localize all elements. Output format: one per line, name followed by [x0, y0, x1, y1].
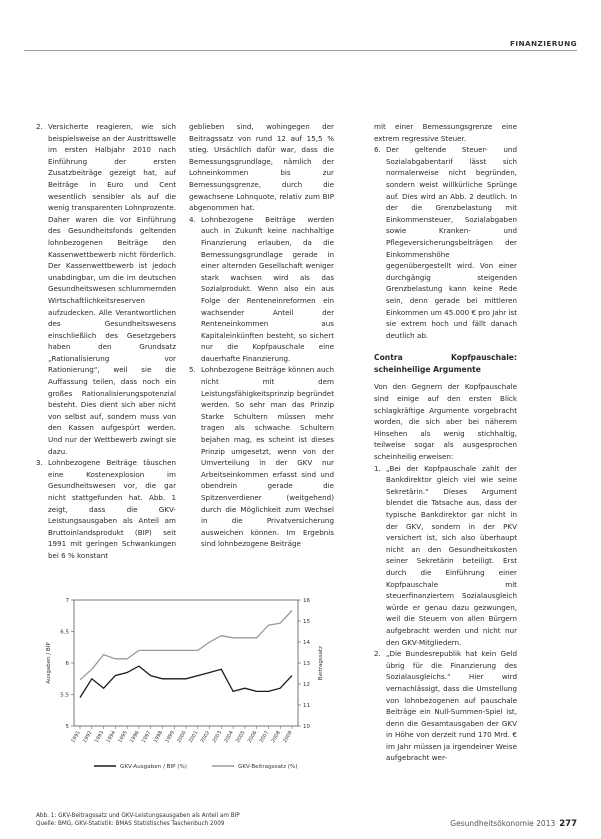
- y-left-tick-label: 7: [65, 598, 69, 604]
- list-item: 6. Der geltende Steuer- und Sozialabgabentarif lässt sich normalerweise nicht begründen, sondern weist willkürliche Sprünge auf. Dies wird an Abb. 2 deutlich. In der die Grenzbelastung mit Einkommensteuer, Sozialabgaben sowie Kranken- und Pflegeversicherungsbeiträgen der Einkommenshöhe gegenübergestellt wird. Von einer durchgängig steigenden Grenzbelastung kann keine Rede sein, denn gerade bei mittleren Einkommen um 45.000 € pro Jahr ist sie extrem hoch und fällt danach deutlich ab.: [374, 145, 517, 340]
- column-1: [36, 121, 176, 562]
- x-tick-label: 2000: [176, 730, 188, 745]
- x-tick-label: 2006: [246, 730, 259, 745]
- y-left-tick-label: 6: [65, 661, 69, 667]
- x-tick-label: 2005: [235, 730, 247, 745]
- y-right-axis-label: Beitragssatz: [318, 645, 324, 681]
- x-tick-label: 1993: [93, 730, 106, 745]
- list-item: 5. Lohnbezogene Beiträge können auch nicht mit dem Leistungsfähigkeitsprinzip begründet werden. So sehr man das Prinzip Starke Schultern müssen mehr tragen als schwache Schultern bejahen mag, es scheint ist dieses Prinzip umgesetzt, wenn von der Umverteilung in der GKV nur Arbeitseinkommen erfasst sind und obendrein gerade die Spitzenverdiener (weitgehend) durch die Möglichkeit zum Wechsel in die Privatversicherung ausweichen können. Im Ergebnis sind lohnbezogene Beiträge: [189, 365, 334, 549]
- journal-name: Gesundheitsökonomie 2013: [450, 819, 556, 828]
- series-line-2: [80, 611, 292, 680]
- legend-label: GKV-Ausgaben / BIP (%): [120, 764, 187, 770]
- x-tick-label: 2001: [187, 730, 200, 745]
- y-right-tick-label: 13: [303, 661, 310, 667]
- list-item: 2. Versicherte reagieren, wie sich beispielsweise an der Austrittswelle im ersten Halbjahr 2010 nach Einführung der ersten Zusatzbeiträge gezeigt hat, auf Beiträge in Euro und Cent wesentlich sensibler als auf die wenig transparenten Lohnprozente. Daher waren die vor Einführung des Gesundheitsfonds geltenden lohnbezogenen Beiträge den Kassenwettbewerb nicht förderlich. Der Kassenwettbewerb ist jedoch unabdingbar, um die im deutschen Gesundheitswesen schlummernden Wirtschaftlichkeitsreserven aufzudecken. Alle Verantwortlichen des Gesundheitswesens einschließlich des Gesetzgebers haben den Grundsatz „Rationalisierung vor Rationierung“, weil sie die Auffassung teilen, dass noch ein großes Rationalisierungspotenzial besteht. Dies dient sich aber nicht von selbst auf, sondern muss von den Kassen aufgespürt werden. Und nur der Wettbewerb zwingt sie dazu.: [36, 122, 176, 456]
- x-tick-label: 1994: [105, 730, 118, 745]
- y-left-tick-label: 5: [65, 724, 69, 730]
- y-right-tick-label: 11: [303, 703, 310, 709]
- column-2: [189, 121, 334, 550]
- column-3: [374, 121, 517, 764]
- x-tick-label: 2008: [270, 730, 282, 745]
- list-item: 1. „Bei der Kopfpauschale zahlt der Bankdirektor gleich viel wie seine Sekretärin.“ Dieses Argument blendet die Tatsache aus, dass der typische Bankdirektor gar nicht in der GKV, sondern in der PKV versichert ist, sich also überhaupt nicht an den Gesundheitskosten seiner Sekretärin beteiligt. Erst durch die Einführung einer Kopfpauschale mit steuerfinanziertem Sozialausgleich würde er genau dazu gezwungen, weil die Steuern von allen Bürgern aufgebracht werden und nicht nur den GKV-Mitgliedern.: [374, 463, 517, 647]
- paragraph: geblieben sind, wohingegen der Beitragssatz von rund 12 auf 15,5 % stieg. Ursächlich dafür war, dass die Bemessungsgrundlage, nämlich der Lohneinkommen bis zur Bemessungsgrenze, durch die gewachsene Lohnquote, relativ zum BIP abgenommen hat.: [189, 122, 334, 213]
- list-item: 2. „Die Bundesrepublik hat kein Geld übrig für die Finanzierung des Sozialausgleichs.“ Hier wird vernachlässigt, dass die Umstellung von lohnbezogenen auf pauschale Beiträge ein Null-Summen-Spiel ist, denn die Gesamtausgaben der GKV in Höhe von derzeit rund 170 Mrd. € im Jahr müssen ja irgendeiner Weise aufgebracht wer-: [374, 649, 517, 763]
- y-left-axis-label: Ausgaben / BIP: [46, 642, 52, 684]
- series-line-1: [80, 666, 292, 698]
- x-tick-label: 1998: [152, 730, 165, 745]
- page-footer: [450, 819, 577, 829]
- figure-caption: Abb. 1: GKV-Beitragssatz und GKV-Leistungsausgaben als Anteil am BIP Quelle: BMG, GKV-Statistik: BMAS Statistisches Taschenbuch 2009: [36, 813, 240, 827]
- legend-label: GKV-Beitragssatz (%): [238, 764, 298, 770]
- subheading: Contra Kopfpauschale: scheinheilige Argumente: [374, 353, 517, 374]
- y-right-tick-label: 10: [303, 724, 310, 730]
- list-item: 4. Lohnbezogene Beiträge werden auch in Zukunft keine nachhaltige Finanzierung erlauben, da die Bemessungsgrundlage gerade in einer alternden Gesellschaft weniger stark wachsen wird als das Sozialprodukt. Wenn also ein aus Folge der Renteneinreformen ein wachsender Anteil der Renteneinkommen aus Kapitaleinkünften besteht, so sichert nur die Kopfpauschale eine dauerhafte Finanzierung.: [189, 214, 334, 363]
- page-number: 277: [559, 819, 577, 829]
- x-tick-label: 1992: [81, 730, 94, 745]
- x-tick-label: 1995: [117, 730, 129, 745]
- header-rule: [24, 50, 577, 51]
- x-tick-label: 2009: [282, 730, 294, 745]
- plot-frame: [74, 600, 298, 726]
- gkv-line-chart: [36, 578, 336, 808]
- y-right-tick-label: 16: [303, 598, 310, 604]
- x-tick-label: 2003: [211, 730, 224, 745]
- y-right-tick-label: 12: [303, 682, 310, 688]
- y-left-tick-label: 6.5: [60, 629, 69, 636]
- paragraph: Von den Gegnern der Kopfpauschale sind einige auf den ersten Blick schlagkräftige Argumente vorgebracht worden, die sich aber bei näherem Hinsehen als wenig stichhaltig, teilweise sogar als ausgesprochen scheinheilig erweisen:: [374, 382, 517, 462]
- list-item: 3. Lohnbezogene Beiträge täuschen eine Kostenexplosion im Gesundheitswesen vor, die gar nicht stattgefunden hat. Abb. 1 zeigt, dass die GKV-Leistungsausgaben als Anteil am Bruttoinlandsprodukt (BIP) seit 1991 mit geringen Schwankungen bei 6 % konstant: [36, 458, 176, 560]
- x-tick-label: 2007: [258, 730, 271, 745]
- x-tick-label: 2004: [223, 730, 235, 745]
- y-right-tick-label: 14: [303, 640, 310, 646]
- x-tick-label: 1996: [129, 730, 141, 745]
- x-tick-label: 1999: [164, 730, 176, 745]
- x-tick-label: 2002: [199, 730, 212, 745]
- y-right-tick-label: 15: [303, 619, 310, 625]
- y-left-tick-label: 5.5: [60, 692, 69, 699]
- x-tick-label: 1991: [70, 730, 82, 745]
- section-title: FINANZIERUNG: [510, 39, 577, 48]
- paragraph: mit einer Bemessungsgrenze eine extrem regressive Steuer.: [374, 122, 517, 143]
- x-tick-label: 1997: [140, 730, 153, 745]
